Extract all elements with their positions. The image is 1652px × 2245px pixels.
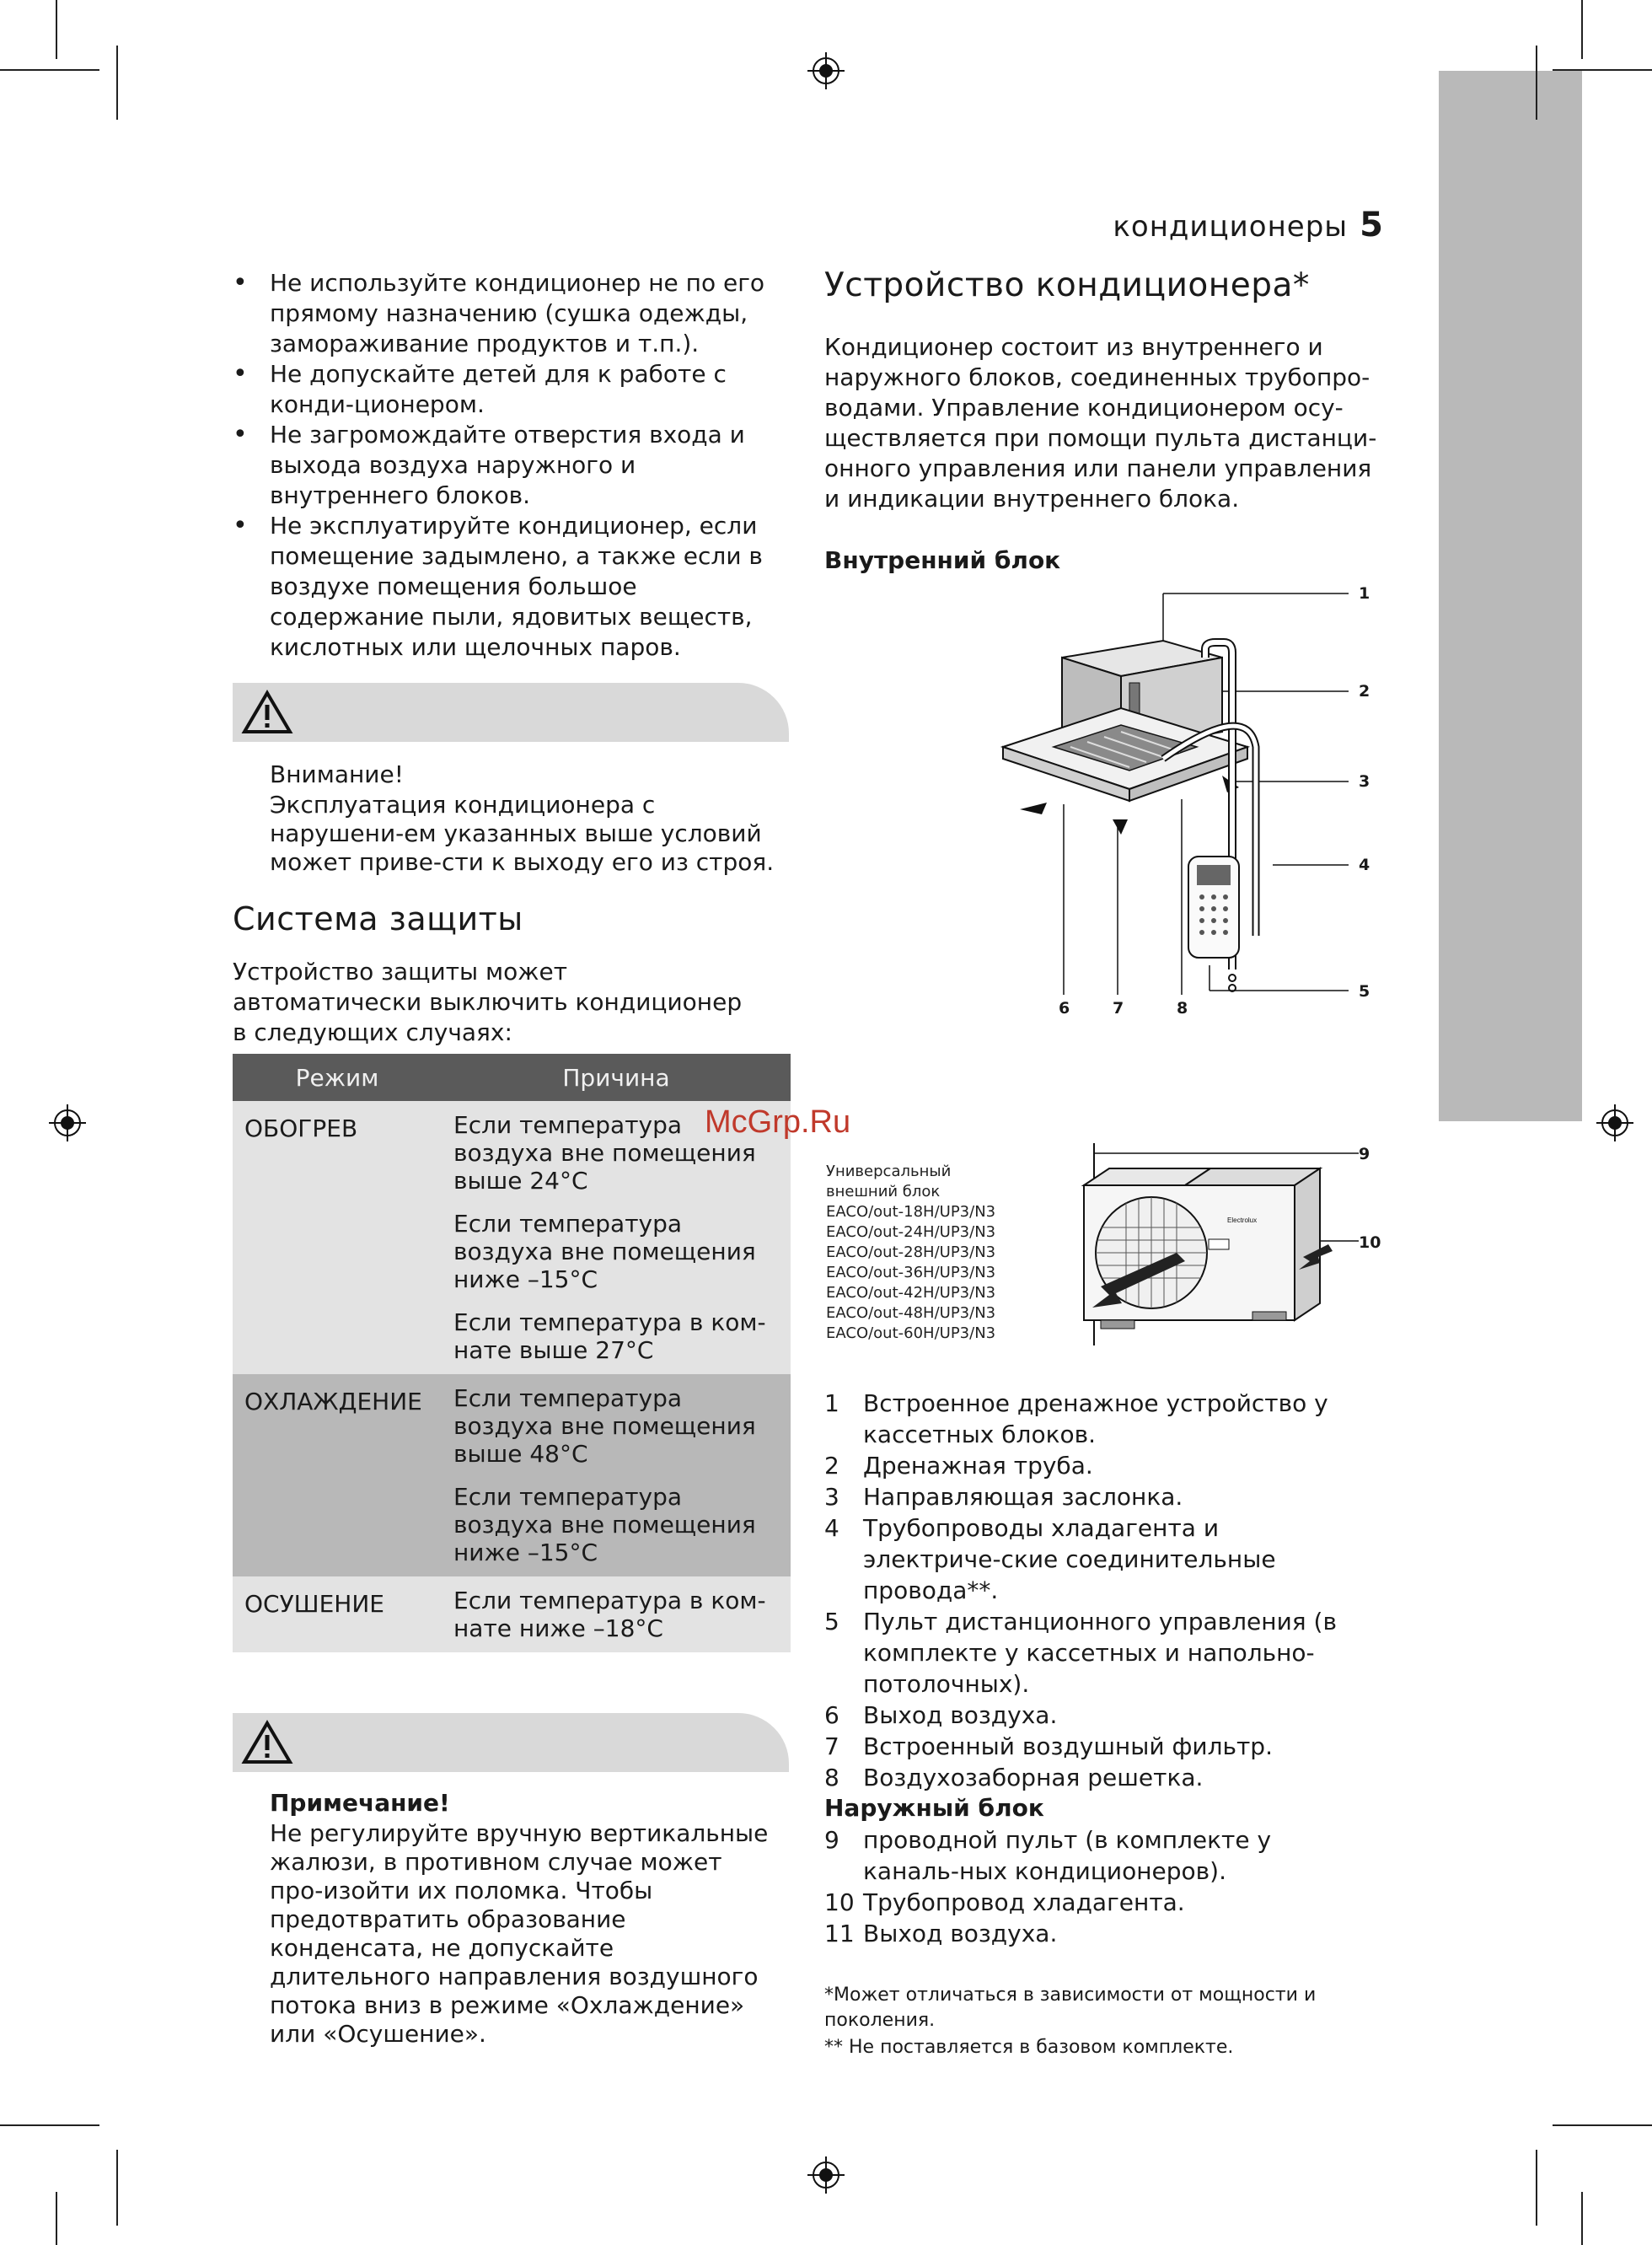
list-item (824, 1481, 1364, 1512)
device-intro: Кондиционер состоит из внутреннего и наружного блоков, соединенных трубопро-водами. Управление кондиционером осу-ществляется при помощи пульта дистанци-онного управления или панели управления и индикации внутреннего блока. (824, 333, 1377, 513)
outdoor-heading: Наружный блок (824, 1794, 1044, 1822)
brand-logo: Electrolux (1227, 1216, 1258, 1224)
item-text: Выход воздуха. (863, 1701, 1058, 1729)
cause-text: Если температура воздуха вне помещения ниже –15°C (453, 1483, 756, 1566)
cause-text: Если температура воздуха вне помещения выше 48°C (453, 1384, 756, 1468)
bullet-item: • Не допускайте детей для к работе с конди-ционером. (233, 359, 789, 420)
watermark: McGrp.Ru (705, 1104, 851, 1140)
item-number: 5 (824, 1608, 839, 1635)
caption-line: EACO/out-42H/UP3/N3 (826, 1284, 996, 1302)
item-text: Выход воздуха. (863, 1920, 1058, 1947)
crop-mark (1581, 0, 1583, 59)
header-title: кондиционеры (1113, 210, 1349, 244)
caption-line: EACO/out-24H/UP3/N3 (826, 1223, 996, 1241)
callout-number: 4 (1359, 856, 1370, 874)
item-text: Трубопроводы хладагента и электриче-ские соединительные провода**. (863, 1514, 1276, 1604)
caption-line: EACO/out-60H/UP3/N3 (826, 1324, 996, 1342)
footnote: ** Не поставляется в базовом комплекте. (824, 2037, 1234, 2058)
cause-cell (442, 1576, 791, 1652)
bullet-item: • Не используйте кондиционер не по его прямому назначению (сушка одежды, замораживание продуктов и т.п.). (233, 268, 789, 359)
page-number: 5 (1360, 206, 1384, 244)
item-number: 11 (824, 1920, 855, 1947)
callout-number: 10 (1359, 1233, 1381, 1252)
item-number: 7 (824, 1732, 839, 1760)
protection-intro: Устройство защиты может автоматически выключить кондиционер в следующих случаях: (233, 958, 743, 1046)
caption-line: Универсальный (826, 1163, 952, 1180)
warning-title: Внимание! (270, 760, 404, 788)
table-row (233, 1101, 791, 1374)
page-header (1113, 206, 1384, 244)
section-heading: Система защиты (233, 900, 523, 937)
caption-line: EACO/out-48H/UP3/N3 (826, 1304, 996, 1322)
callout-number: 1 (1359, 584, 1370, 603)
cause-text: Если температура в ком-нате ниже –18°C (453, 1587, 766, 1642)
crop-mark (56, 2192, 57, 2245)
callout-number: 3 (1359, 772, 1370, 791)
item-number: 8 (824, 1764, 839, 1791)
item-text: Воздухозаборная решетка. (863, 1764, 1204, 1791)
crop-mark (1536, 46, 1537, 120)
item-text: Пульт дистанционного управления (в комплекте у кассетных и напольно-потолочных). (863, 1608, 1337, 1698)
caption-line: EACO/out-36H/UP3/N3 (826, 1264, 996, 1281)
warning-icon (241, 690, 293, 735)
crop-mark (116, 46, 118, 120)
column-header: Причина (442, 1054, 791, 1101)
caption-line: EACO/out-18H/UP3/N3 (826, 1203, 996, 1221)
item-number: 10 (824, 1888, 855, 1916)
cause-text: Если температура воздуха вне помещения выше 24°C (453, 1111, 756, 1195)
item-number: 3 (824, 1483, 839, 1511)
crop-mark (1553, 69, 1652, 71)
caption-line: EACO/out-28H/UP3/N3 (826, 1243, 996, 1261)
crop-mark (1536, 2150, 1537, 2226)
cause-cell (442, 1101, 791, 1374)
list-item (824, 1918, 1364, 1949)
list-item (824, 1388, 1364, 1450)
callout-number: 9 (1359, 1145, 1370, 1163)
registration-mark-icon (807, 2156, 845, 2194)
outdoor-unit-diagram (1042, 1135, 1379, 1362)
item-text: Трубопровод хладагента. (863, 1888, 1185, 1916)
item-number: 9 (824, 1826, 839, 1854)
crop-mark (0, 2124, 99, 2126)
side-tab (1439, 71, 1582, 1121)
registration-mark-icon (807, 52, 845, 89)
list-item (824, 1731, 1364, 1762)
protection-table (233, 1054, 791, 1652)
section-heading: Устройство кондиционера* (824, 266, 1310, 304)
item-number: 4 (824, 1514, 839, 1542)
warning-text: Эксплуатация кондиционера с нарушени-ем указанных выше условий может приве-сти к выходу его из строя. (270, 791, 775, 876)
list-item (824, 1450, 1364, 1481)
list-item (824, 1606, 1364, 1700)
outdoor-parts-list (824, 1824, 1364, 1949)
mode-cell: ОСУШЕНИЕ (233, 1576, 442, 1652)
callout-number: 8 (1177, 999, 1188, 1018)
indoor-unit-diagram (995, 582, 1416, 1121)
list-item (824, 1824, 1364, 1887)
list-item (824, 1762, 1364, 1793)
callout-number: 2 (1359, 682, 1370, 701)
cause-text: Если температура воздуха вне помещения ниже –15°C (453, 1210, 756, 1293)
note-title: Примечание! (270, 1789, 450, 1817)
crop-mark (1581, 2192, 1583, 2245)
cause-cell (442, 1374, 791, 1576)
callout-number: 5 (1359, 982, 1370, 1001)
crop-mark (1553, 2124, 1652, 2126)
callout-number: 6 (1059, 999, 1070, 1018)
crop-mark (116, 2150, 118, 2226)
list-item (824, 1700, 1364, 1731)
item-number: 2 (824, 1452, 839, 1480)
indoor-heading: Внутренний блок (824, 546, 1061, 574)
list-item (824, 1512, 1364, 1606)
note-banner (233, 1713, 789, 1772)
mode-cell: ОХЛАЖДЕНИЕ (233, 1374, 442, 1576)
warning-banner (233, 683, 789, 742)
cause-text: Если температура в ком-нате выше 27°C (453, 1308, 766, 1364)
bullet-item: • Не загромождайте отверстия входа и выхода воздуха наружного и внутреннего блоков. (233, 420, 789, 511)
item-text: Встроенное дренажное устройство у кассетных блоков. (863, 1389, 1328, 1448)
indoor-parts-list (824, 1388, 1364, 1793)
callout-number: 7 (1113, 999, 1124, 1018)
table-row (233, 1576, 791, 1652)
mode-cell: ОБОГРЕВ (233, 1101, 442, 1374)
registration-mark-icon (49, 1104, 86, 1141)
item-text: Дренажная труба. (863, 1452, 1093, 1480)
item-text: Направляющая заслонка. (863, 1483, 1183, 1511)
table-row (233, 1374, 791, 1576)
registration-mark-icon (1596, 1104, 1633, 1141)
safety-bullets (233, 268, 789, 663)
crop-mark (0, 69, 99, 71)
warning-icon (241, 1720, 293, 1765)
table-header-row (233, 1054, 791, 1101)
bullet-item: • Не эксплуатируйте кондиционер, если помещение задымлено, а также если в воздухе помещения большое содержание пыли, ядовитых веществ, кислотных или щелочных паров. (233, 511, 789, 663)
item-number: 6 (824, 1701, 839, 1729)
crop-mark (56, 0, 57, 59)
item-text: Встроенный воздушный фильтр. (863, 1732, 1273, 1760)
item-text: проводной пульт (в комплекте у каналь-ных кондиционеров). (863, 1826, 1272, 1885)
column-header: Режим (233, 1054, 442, 1101)
note-text: Не регулируйте вручную вертикальные жалюзи, в противном случае может про-изойти их поломка. Чтобы предотвратить образование конденсата, не допускайте длительного направления воздушного потока вниз в режиме «Охлаждение» или «Осушение». (270, 1819, 769, 2048)
outdoor-caption (826, 1162, 995, 1344)
list-item (824, 1887, 1364, 1918)
footnote: *Может отличаться в зависимости от мощности и поколения. (824, 1985, 1317, 2031)
caption-line: внешний блок (826, 1183, 941, 1200)
item-number: 1 (824, 1389, 839, 1417)
